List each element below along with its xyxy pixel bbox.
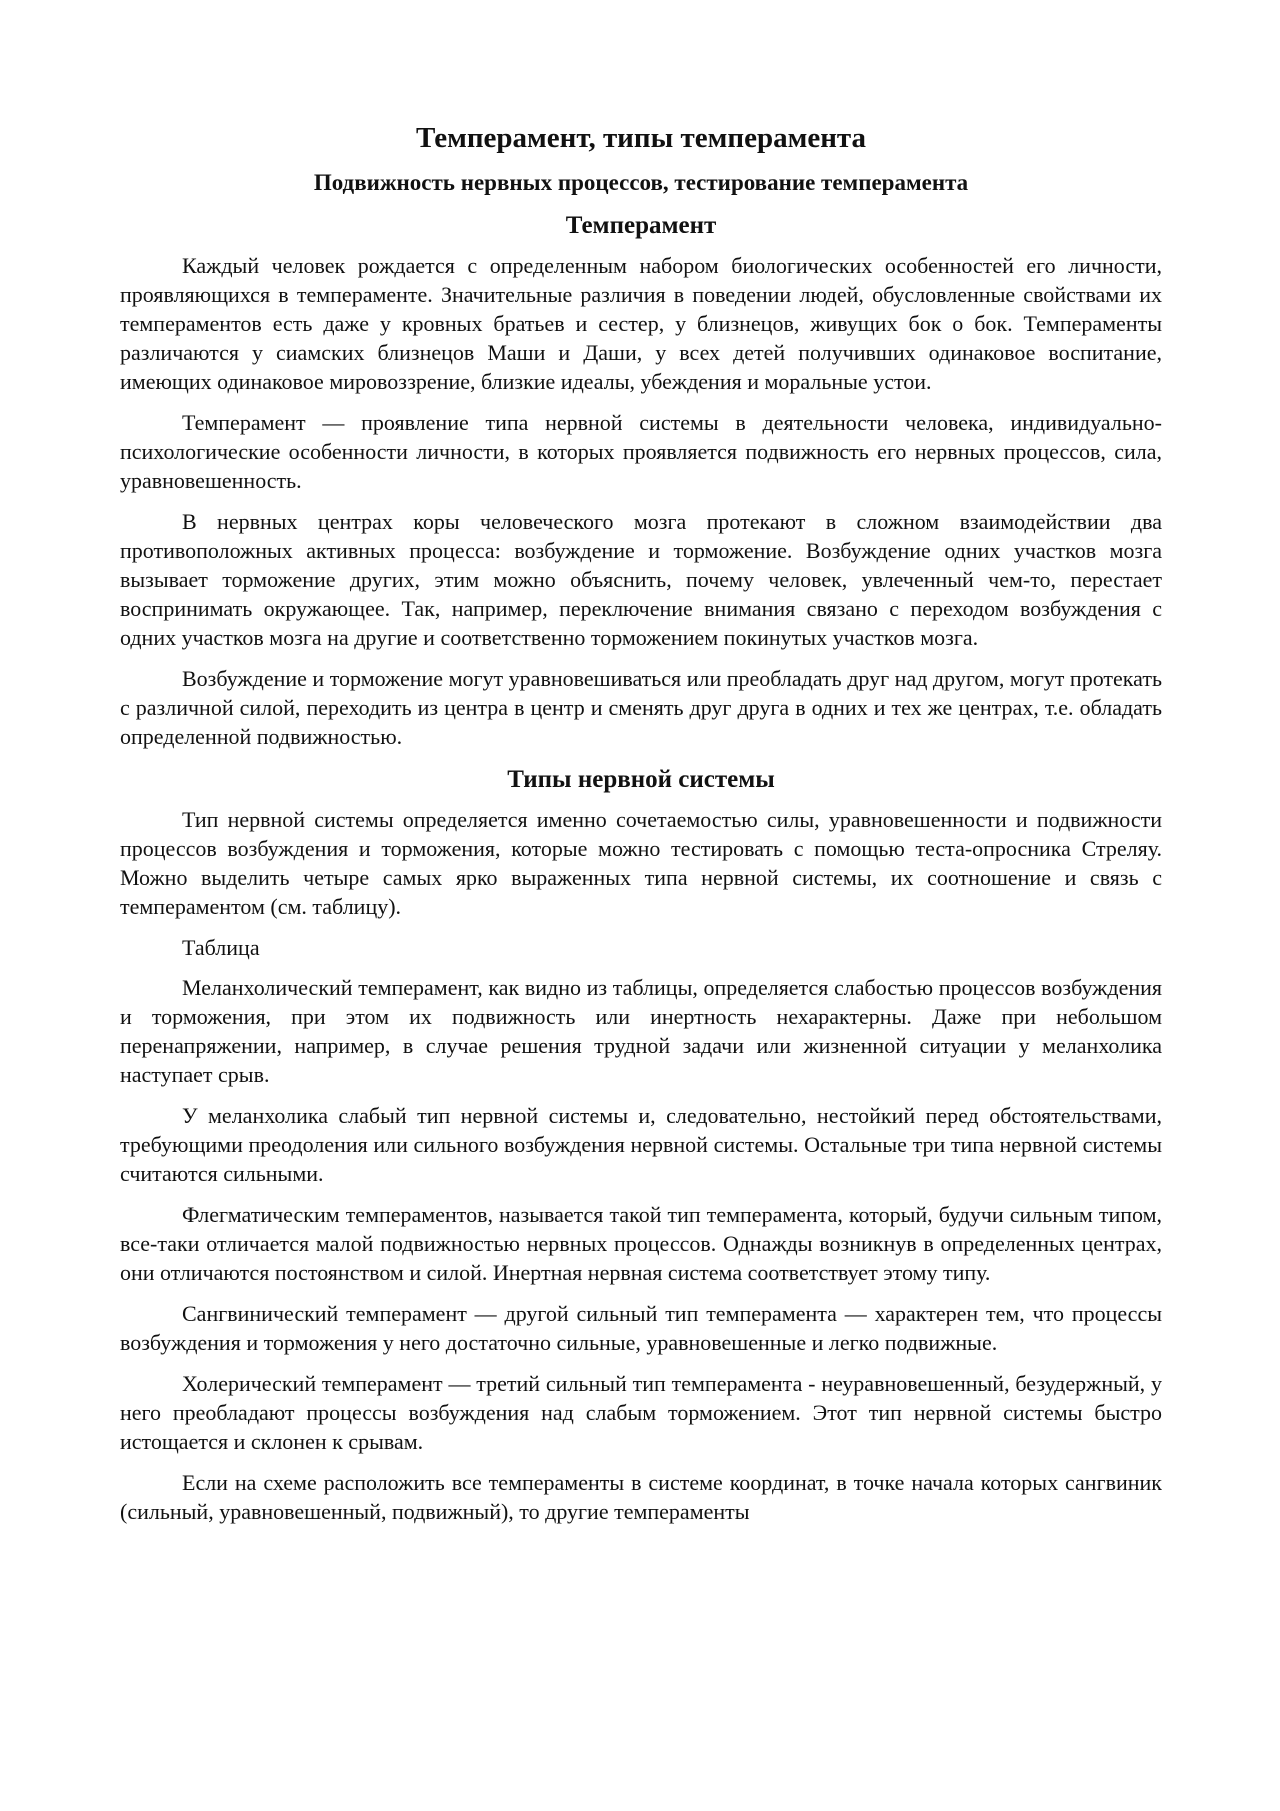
paragraph: Тип нервной системы определяется именно сочетаемостью силы, уравновешенности и подвижности процессов возбуждения и торможения, которые можно тестировать с помощью теста-опросника Стреляу. Можно выделить четыре самых ярко выраженных типа нервной системы, их соотношение и связь с темпераментом (см. таблицу). [120, 807, 1162, 919]
paragraph: Если на схеме расположить все темпераменты в системе координат, в точке начала которых сангвиник (сильный, уравновешенный, подвижный), то другие темпераменты [120, 1470, 1162, 1524]
paragraph: Флегматическим темпераментов, называется такой тип темперамента, который, будучи сильным типом, все-таки отличается малой подвижностью нервных процессов. Однажды возникнув в определенных центрах, они отличаются постоянством и силой. Инертная нервная система соответствует этому типу. [120, 1202, 1162, 1285]
paragraph: У меланхолика слабый тип нервной системы и, следовательно, нестойкий перед обстоятельствами, требующими преодоления или сильного возбуждения нервной системы. Остальные три типа нервной системы считаются сильными. [120, 1103, 1162, 1186]
paragraph: Темперамент — проявление типа нервной системы в деятельности человека, индивидуально-психологические особенности личности, в которых проявляется подвижность его нервных процессов, сила, уравновешенность. [120, 410, 1162, 493]
section-heading-temperament: Темперамент [565, 212, 717, 239]
document-title: Темперамент, типы темперамента [415, 122, 867, 154]
paragraph: Сангвинический темперамент — другой сильный тип темперамента — характерен тем, что процессы возбуждения и торможения у него достаточно сильные, уравновешенные и легко подвижные. [120, 1301, 1162, 1355]
section-heading-nervous-system-types: Типы нервной системы [507, 766, 775, 793]
table-label: Таблица [182, 935, 260, 960]
document-subtitle: Подвижность нервных процессов, тестирование темперамента [313, 170, 969, 195]
paragraph: Возбуждение и торможение могут уравновешиваться или преобладать друг над другом, могут протекать с различной силой, переходить из центра в центр и сменять друг друга в одних и тех же центрах, т.е. обладать определенной подвижностью. [120, 666, 1162, 749]
paragraph: Каждый человек рождается с определенным набором биологических особенностей его личности, проявляющихся в темпераменте. Значительные различия в поведении людей, обусловленные свойствами их темпераментов есть даже у кровных братьев и сестер, у близнецов, живущих бок о бок. Темпераменты различаются у сиамских близнецов Маши и Даши, у всех детей получивших одинаковое воспитание, имеющих одинаковое мировоззрение, близкие идеалы, убеждения и моральные устои. [120, 253, 1162, 394]
paragraph: Холерический темперамент — третий сильный тип темперамента - неуравновешенный, безудержный, у него преобладают процессы возбуждения над слабым торможением. Этот тип нервной системы быстро истощается и склонен к срывам. [120, 1371, 1162, 1454]
paragraph: Меланхолический темперамент, как видно из таблицы, определяется слабостью процессов возбуждения и торможения, при этом их подвижность или инертность нехарактерны. Даже при небольшом перенапряжении, например, в случае решения трудной задачи или жизненной ситуации у меланхолика наступает срыв. [120, 975, 1162, 1087]
document-page [120, 118, 1162, 1538]
paragraph: В нервных центрах коры человеческого мозга протекают в сложном взаимодействии два противоположных активных процесса: возбуждение и торможение. Возбуждение одних участков мозга вызывает торможение других, этим можно объяснить, почему человек, увлеченный чем-то, перестает воспринимать окружающее. Так, например, переключение внимания связано с переходом возбуждения с одних участков мозга на другие и соответственно торможением покинутых участков мозга. [120, 509, 1162, 650]
